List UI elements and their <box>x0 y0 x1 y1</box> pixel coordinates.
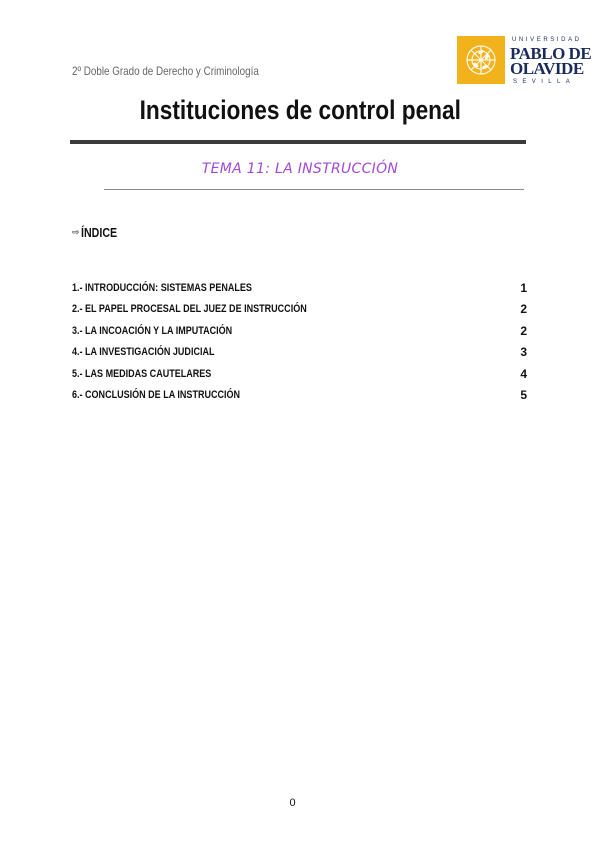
toc-entry[interactable] <box>72 299 528 321</box>
page-number: 0 <box>289 797 296 809</box>
toc-entry-page: 2 <box>520 323 527 338</box>
toc-entry-page: 5 <box>520 388 527 403</box>
toc-entry[interactable] <box>72 277 528 299</box>
title-divider <box>70 140 526 144</box>
arrow-icon: ⇨ <box>72 227 80 237</box>
toc-entry-label: 1.- INTRODUCCIÓN: SISTEMAS PENALES <box>72 281 252 294</box>
toc-entry-page: 3 <box>520 345 527 360</box>
toc-entry[interactable] <box>72 385 528 407</box>
olive-branch-emblem-icon <box>457 36 505 84</box>
university-logo <box>457 36 592 88</box>
toc-entry[interactable] <box>72 363 528 385</box>
toc-entry[interactable] <box>72 320 528 342</box>
toc-entry-page: 2 <box>520 302 527 317</box>
toc-entry-label: 3.- LA INCOACIÓN Y LA IMPUTACIÓN <box>72 324 233 337</box>
table-of-contents <box>72 277 528 406</box>
toc-entry-label: 2.- EL PAPEL PROCESAL DEL JUEZ DE INSTRUCCIÓN <box>72 303 307 316</box>
toc-entry-label: 5.- LAS MEDIDAS CAUTELARES <box>72 367 212 380</box>
toc-entry-label: 6.- CONCLUSIÓN DE LA INSTRUCCIÓN <box>72 389 241 402</box>
logo-name-line1: PABLO DE <box>510 44 592 63</box>
logo-bottom-text: SEVILLA <box>513 79 576 85</box>
logo-top-text: UNIVERSIDAD <box>512 37 582 43</box>
index-heading-text: ÍNDICE <box>80 225 117 240</box>
logo-name-line2: OLAVIDE <box>510 59 584 78</box>
topic-heading: TEMA 11: LA INSTRUCCIÓN <box>201 161 399 177</box>
toc-entry-label: 4.- LA INVESTIGACIÓN JUDICIAL <box>72 346 215 359</box>
document-subtitle: 2º Doble Grado de Derecho y Criminología <box>72 64 259 78</box>
document-title-container <box>0 95 600 126</box>
toc-entry-page: 1 <box>520 280 527 295</box>
toc-entry-page: 4 <box>520 366 527 381</box>
toc-entry[interactable] <box>72 342 528 364</box>
document-title: Instituciones de control penal <box>139 95 461 125</box>
topic-divider <box>104 189 524 190</box>
index-heading <box>72 225 125 240</box>
